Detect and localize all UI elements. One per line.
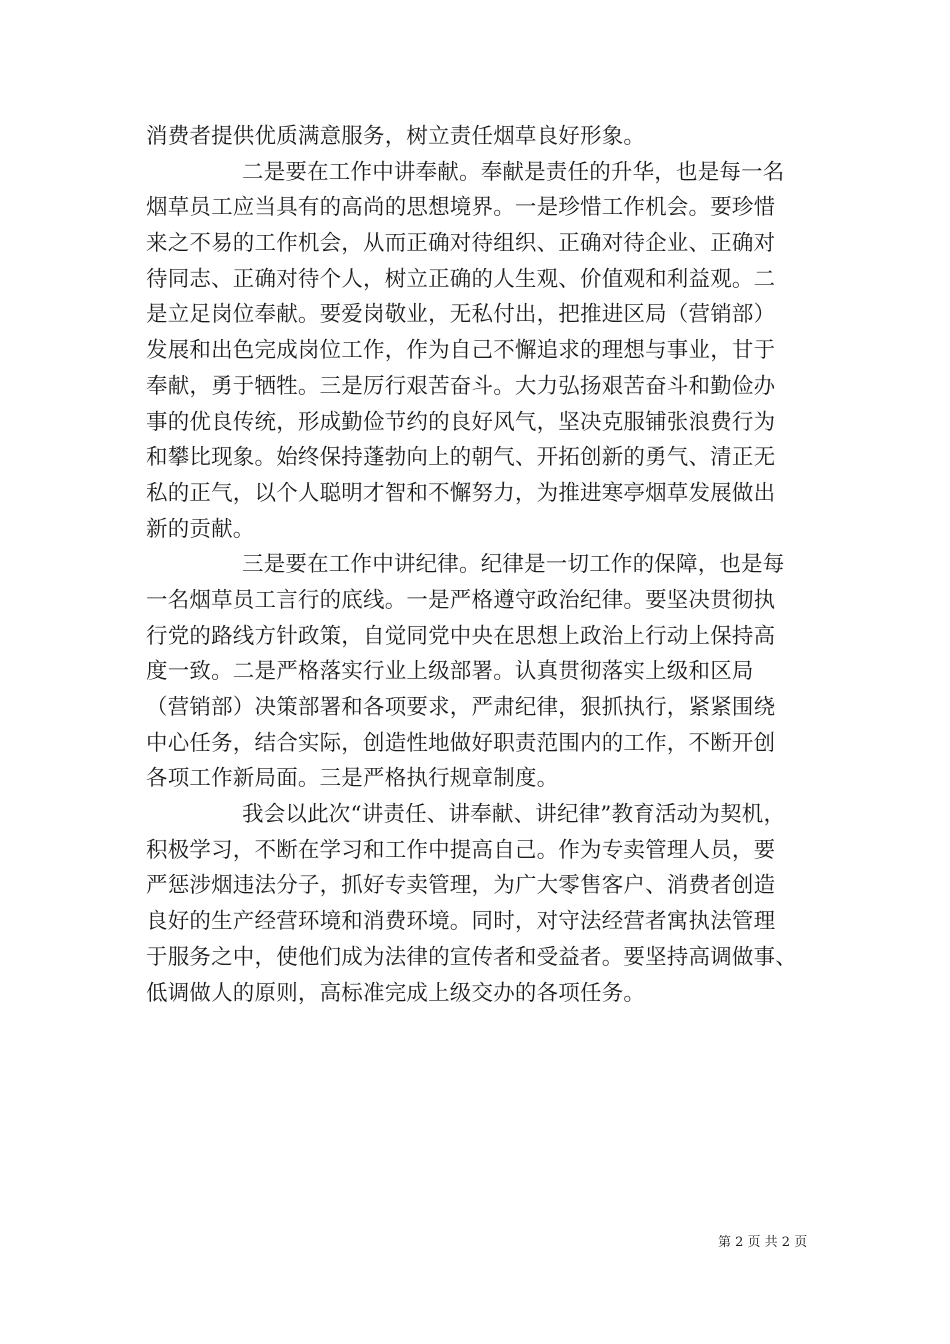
text-line: 于服务之中，使他们成为法律的宣传者和受益者。要坚持高调做事、: [146, 944, 798, 970]
document-body: [146, 119, 810, 1011]
text-line: 新的贡献。: [146, 516, 255, 542]
text-line: 各项工作新局面。三是严格执行规章制度。: [146, 766, 559, 792]
text-line: 度一致。二是严格落实行业上级部署。认真贯彻落实上级和区局: [146, 659, 754, 685]
text-line: 事的优良传统，形成勤俭节约的良好风气，坚决克服铺张浪费行为: [146, 409, 776, 435]
paragraph-start-line: 我会以此次“讲责任、讲奉献、讲纪律”教育活动为契机，: [242, 802, 786, 828]
text-line: 积极学习，不断在学习和工作中提高自己。作为专卖管理人员，要: [146, 837, 776, 863]
text-line: 和攀比现象。始终保持蓬勃向上的朝气、开拓创新的勇气、清正无: [146, 445, 776, 471]
text-line: 来之不易的工作机会，从而正确对待组织、正确对待企业、正确对: [146, 231, 776, 257]
text-line: 一名烟草员工言行的底线。一是严格遵守政治纪律。要坚决贯彻执: [146, 587, 776, 613]
paragraph-start-line: 三是要在工作中讲纪律。纪律是一切工作的保障，也是每: [242, 552, 785, 578]
text-line: （营销部）决策部署和各项要求，严肃纪律，狠抓执行，紧紧围绕: [146, 695, 776, 720]
page-number-footer: 第 2 页 共 2 页: [718, 1235, 808, 1250]
text-line: 奉献，勇于牺牲。三是厉行艰苦奋斗。大力弘扬艰苦奋斗和勤俭办: [146, 373, 776, 399]
text-line: 低调做人的原则，高标准完成上级交办的各项任务。: [146, 980, 646, 1006]
text-line: 待同志、正确对待个人，树立正确的人生观、价值观和利益观。二: [146, 266, 776, 292]
text-line: 良好的生产经营环境和消费环境。同时，对守法经营者寓执法管理: [146, 909, 776, 935]
text-line: 发展和出色完成岗位工作，作为自己不懈追求的理想与事业，甘于: [146, 338, 776, 364]
text-line: 是立足岗位奉献。要爱岗敬业，无私付出，把推进区局（营销部）: [146, 302, 776, 328]
paragraph-start-line: 二是要在工作中讲奉献。奉献是责任的升华，也是每一名: [242, 159, 785, 185]
text-line: 中心任务，结合实际，创造性地做好职责范围内的工作，不断开创: [146, 730, 776, 756]
text-line: 消费者提供优质满意服务，树立责任烟草良好形象。: [146, 124, 646, 149]
text-line: 严惩涉烟违法分子，抓好专卖管理，为广大零售客户、消费者创造: [146, 873, 776, 899]
text-line: 烟草员工应当具有的高尚的思想境界。一是珍惜工作机会。要珍惜: [146, 195, 776, 221]
text-line: 私的正气，以个人聪明才智和不懈努力，为推进寒亭烟草发展做出: [146, 480, 776, 506]
text-line: 行党的路线方针政策，自觉同党中央在思想上政治上行动上保持高: [146, 623, 776, 649]
